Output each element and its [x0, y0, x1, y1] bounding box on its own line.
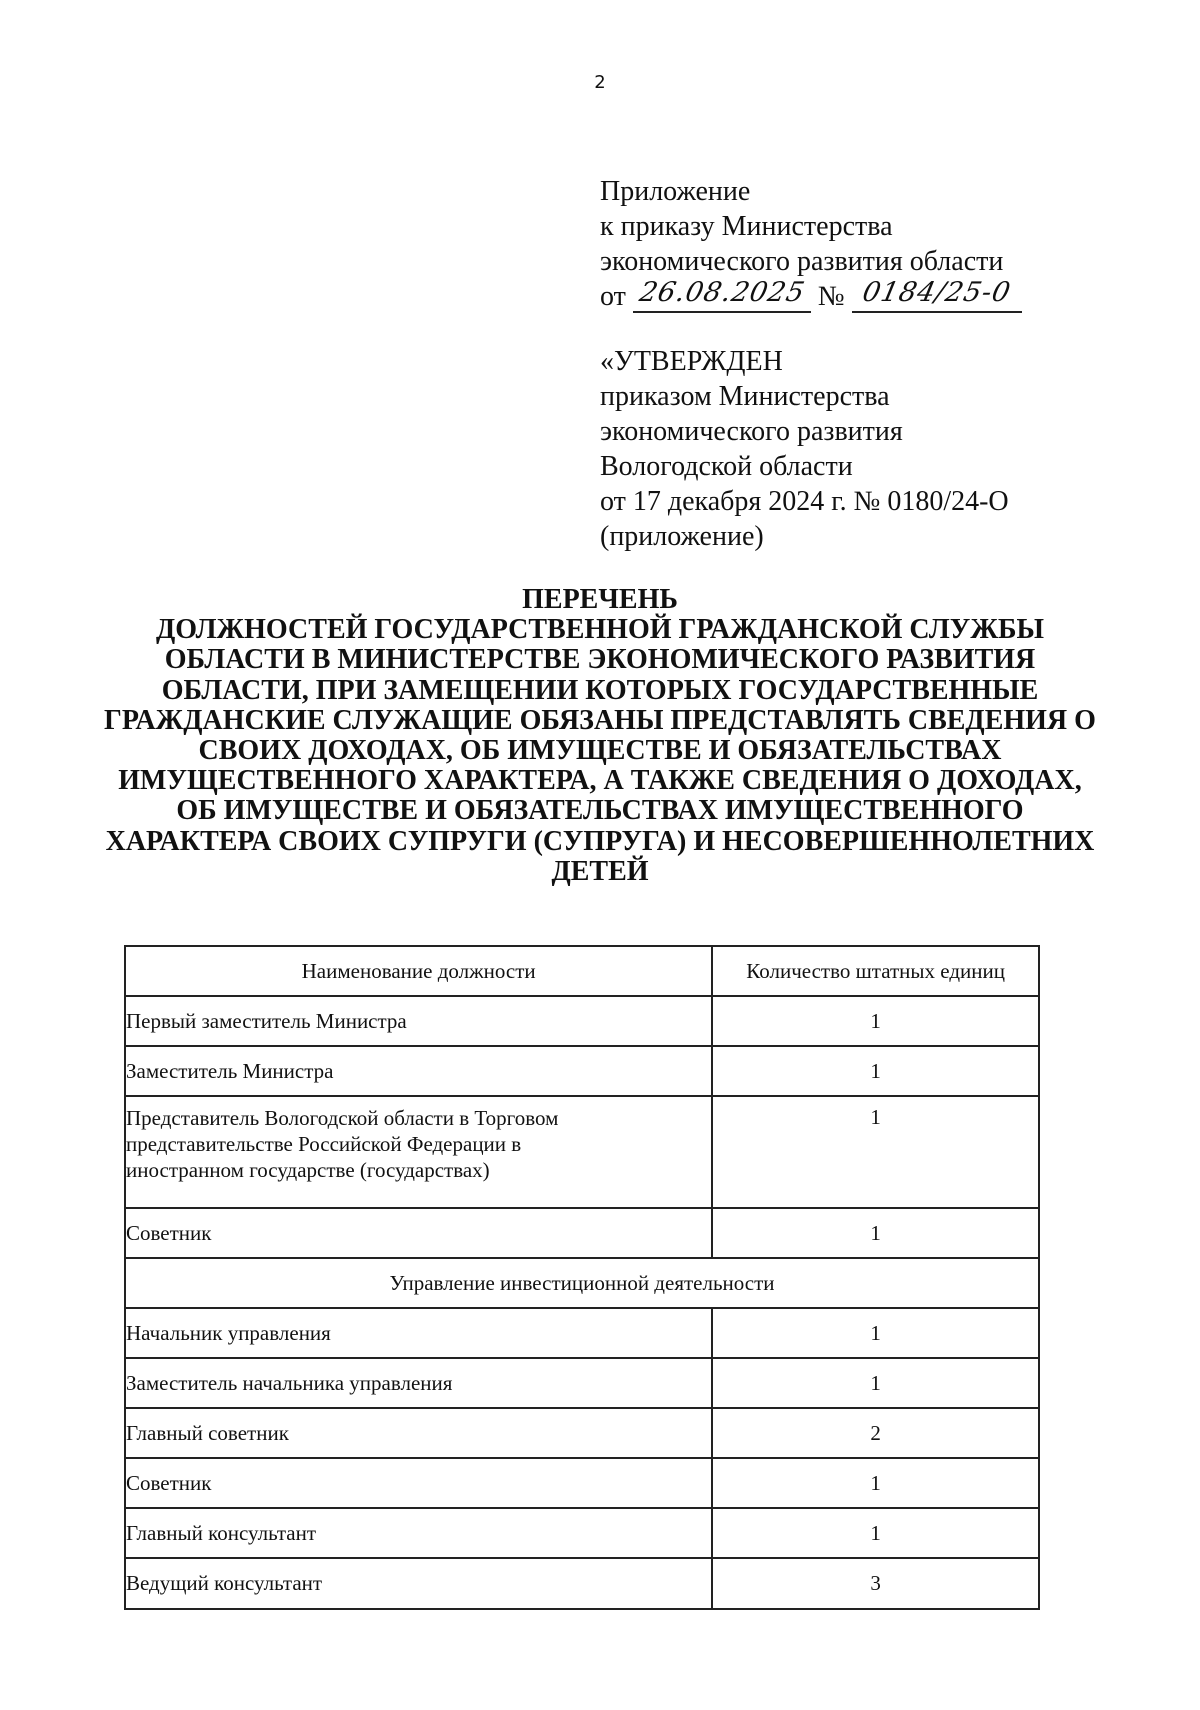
appendix-block: [600, 174, 1070, 314]
positions-table: [124, 945, 1040, 1610]
position-name: Заместитель начальника управления: [125, 1358, 712, 1408]
position-count: 2: [712, 1408, 1039, 1458]
date-prefix: от: [600, 281, 626, 312]
appendix-line-1: Приложение: [600, 176, 751, 207]
position-name: [125, 1096, 712, 1208]
table-row: [125, 1308, 1039, 1358]
position-name: Главный советник: [125, 1408, 712, 1458]
handwritten-number: 0184/25-0: [859, 277, 1014, 308]
position-name: Первый заместитель Министра: [125, 996, 712, 1046]
title-line: СВОИХ ДОХОДАХ, ОБ ИМУЩЕСТВЕ И ОБЯЗАТЕЛЬСТВАХ: [198, 735, 1002, 767]
table-row: [125, 1046, 1039, 1096]
title-line: ХАРАКТЕРА СВОИХ СУПРУГИ (СУПРУГА) И НЕСОВЕРШЕННОЛЕТНИХ: [105, 825, 1095, 857]
position-count: 1: [712, 1458, 1039, 1508]
column-header-position: Наименование должности: [125, 946, 712, 996]
position-name: Начальник управления: [125, 1308, 712, 1358]
number-sign: №: [817, 281, 845, 312]
position-name: Главный консультант: [125, 1508, 712, 1558]
table-row: [125, 996, 1039, 1046]
table-row: [125, 1096, 1039, 1208]
table-row: [125, 1458, 1039, 1508]
position-name-line: представительстве Российской Федерации в: [126, 1132, 522, 1156]
table-row: [125, 1408, 1039, 1458]
approved-line-1: «УТВЕРЖДЕН: [600, 346, 783, 377]
table-row: [125, 1358, 1039, 1408]
position-name: Советник: [125, 1208, 712, 1258]
position-count: 1: [712, 1208, 1039, 1258]
table-row: [125, 1508, 1039, 1558]
position-count: 1: [712, 1308, 1039, 1358]
document-title: [80, 585, 1120, 887]
table-row: [125, 1558, 1039, 1609]
position-count: 1: [712, 1508, 1039, 1558]
approved-line-4: Вологодской области: [600, 451, 853, 482]
handwritten-date: 26.08.2025: [636, 277, 808, 308]
approved-line-6: (приложение): [600, 521, 764, 552]
title-line: ДОЛЖНОСТЕЙ ГОСУДАРСТВЕННОЙ ГРАЖДАНСКОЙ СЛУЖБЫ: [155, 614, 1045, 646]
approved-line-3: экономического развития: [600, 416, 903, 447]
position-name: Заместитель Министра: [125, 1046, 712, 1096]
title-line: ОБЛАСТИ В МИНИСТЕРСТВЕ ЭКОНОМИЧЕСКОГО РАЗВИТИЯ: [164, 644, 1036, 676]
position-name-line: Представитель Вологодской области в Торговом: [126, 1106, 559, 1130]
position-name: Ведущий консультант: [125, 1558, 712, 1609]
position-name: Советник: [125, 1458, 712, 1508]
section-row: [125, 1258, 1039, 1308]
appendix-date-line: [600, 279, 1070, 314]
title-line: ИМУЩЕСТВЕННОГО ХАРАКТЕРА, А ТАКЖЕ СВЕДЕНИЯ О ДОХОДАХ,: [118, 765, 1082, 797]
appendix-line-3: экономического развития области: [600, 246, 1004, 277]
title-line: ДЕТЕЙ: [551, 855, 649, 887]
title-line: ГРАЖДАНСКИЕ СЛУЖАЩИЕ ОБЯЗАНЫ ПРЕДСТАВЛЯТЬ СВЕДЕНИЯ О: [104, 704, 1096, 736]
section-title: Управление инвестиционной деятельности: [125, 1258, 1039, 1308]
position-name-line: иностранном государстве (государствах): [126, 1158, 490, 1182]
table-row: [125, 1208, 1039, 1258]
position-count: 1: [712, 1358, 1039, 1408]
table-header-row: [125, 946, 1039, 996]
approved-line-2: приказом Министерства: [600, 381, 890, 412]
position-count: 1: [712, 1096, 1039, 1208]
page-number: 2: [594, 72, 606, 93]
title-line: ОБ ИМУЩЕСТВЕ И ОБЯЗАТЕЛЬСТВАХ ИМУЩЕСТВЕННОГО: [176, 795, 1024, 827]
column-header-count: Количество штатных единиц: [712, 946, 1039, 996]
approved-line-5: от 17 декабря 2024 г. № 0180/24-О: [600, 486, 1009, 517]
number-field: [852, 279, 1022, 313]
approved-block: [600, 344, 1080, 554]
position-count: 3: [712, 1558, 1039, 1609]
position-count: 1: [712, 996, 1039, 1046]
title-line: ПЕРЕЧЕНЬ: [522, 584, 678, 615]
position-count: 1: [712, 1046, 1039, 1096]
date-field: [633, 279, 811, 313]
appendix-line-2: к приказу Министерства: [600, 211, 893, 242]
title-line: ОБЛАСТИ, ПРИ ЗАМЕЩЕНИИ КОТОРЫХ ГОСУДАРСТВЕННЫЕ: [161, 674, 1039, 706]
